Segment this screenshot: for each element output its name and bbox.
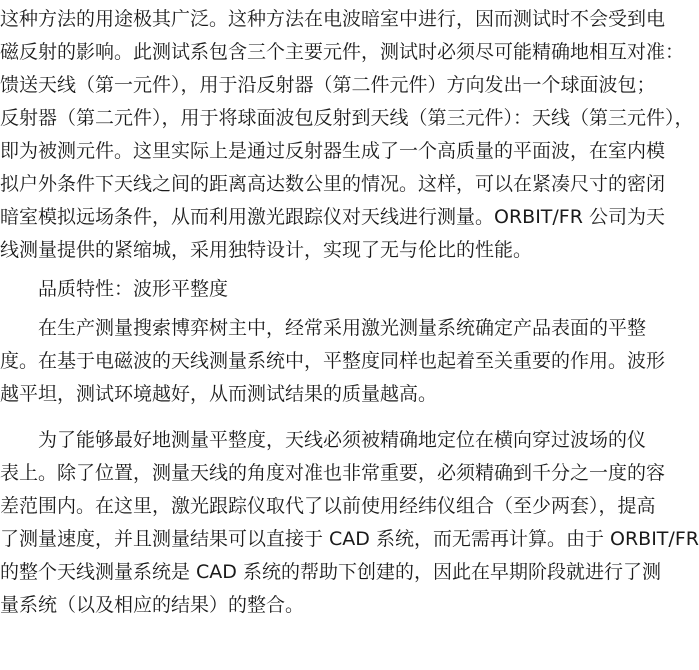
paragraph-1-line-8: 线测量提供的紧缩城，采用独特设计，实现了无与伦比的性能。 [0,239,533,261]
section-heading: 品质特性：波形平整度 [38,278,229,300]
paragraph-3-line-5: 的整个天线测量系统是 CAD 系统的帮助下创建的，因此在早期阶段就进行了测 [0,561,661,583]
paragraph-2-line-1: 在生产测量搜索博弈树主中，经常采用激光测量系统确定产品表面的平整 [38,317,647,339]
paragraph-1-line-3: 馈送天线（第一元件），用于沿反射器（第二件元件）方向发出一个球面波包； [0,74,656,96]
paragraph-2-line-3: 越平坦，测试环境越好，从而测试结果的质量越高。 [0,383,438,405]
paragraph-1-line-7: 暗室模拟远场条件，从而利用激光跟踪仪对天线进行测量。ORBIT/FR 公司为天 [0,206,665,228]
paragraph-3-line-2: 表上。除了位置，测量天线的角度对准也非常重要，必须精确到千分之一度的容 [0,462,666,484]
paragraph-3-line-6: 量系统（以及相应的结果）的整合。 [0,594,305,616]
paragraph-1-line-5: 即为被测元件。这里实际上是通过反射器生成了一个高质量的平面波，在室内模 [0,140,666,162]
paragraph-3-line-1: 为了能够最好地测量平整度，天线必须被精确地定位在横向穿过波场的仪 [38,429,647,451]
paragraph-2-line-2: 度。在基于电磁波的天线测量系统中，平整度同样也起着至关重要的作用。波形 [0,350,666,372]
paragraph-1-line-6: 拟户外条件下天线之间的距离高达数公里的情况。这样，可以在紧凑尺寸的密闭 [0,173,666,195]
paragraph-1-line-2: 磁反射的影响。此测试系包含三个主要元件，测试时必须尽可能精确地相互对准： [0,41,685,63]
paragraph-1-line-1: 这种方法的用途极其广泛。这种方法在电波暗室中进行，因而测试时不会受到电 [0,8,666,30]
paragraph-1-line-4: 反射器（第二元件），用于将球面波包反射到天线（第三元件）：天线（第三元件）， [0,107,694,129]
paragraph-3-line-4: 了测量速度，并且测量结果可以直接于 CAD 系统，而无需再计算。由于 ORBIT/FR [0,528,699,550]
paragraph-3-line-3: 差范围内。在这里，激光跟踪仪取代了以前使用经纬仪组合（至少两套），提高 [0,495,656,517]
